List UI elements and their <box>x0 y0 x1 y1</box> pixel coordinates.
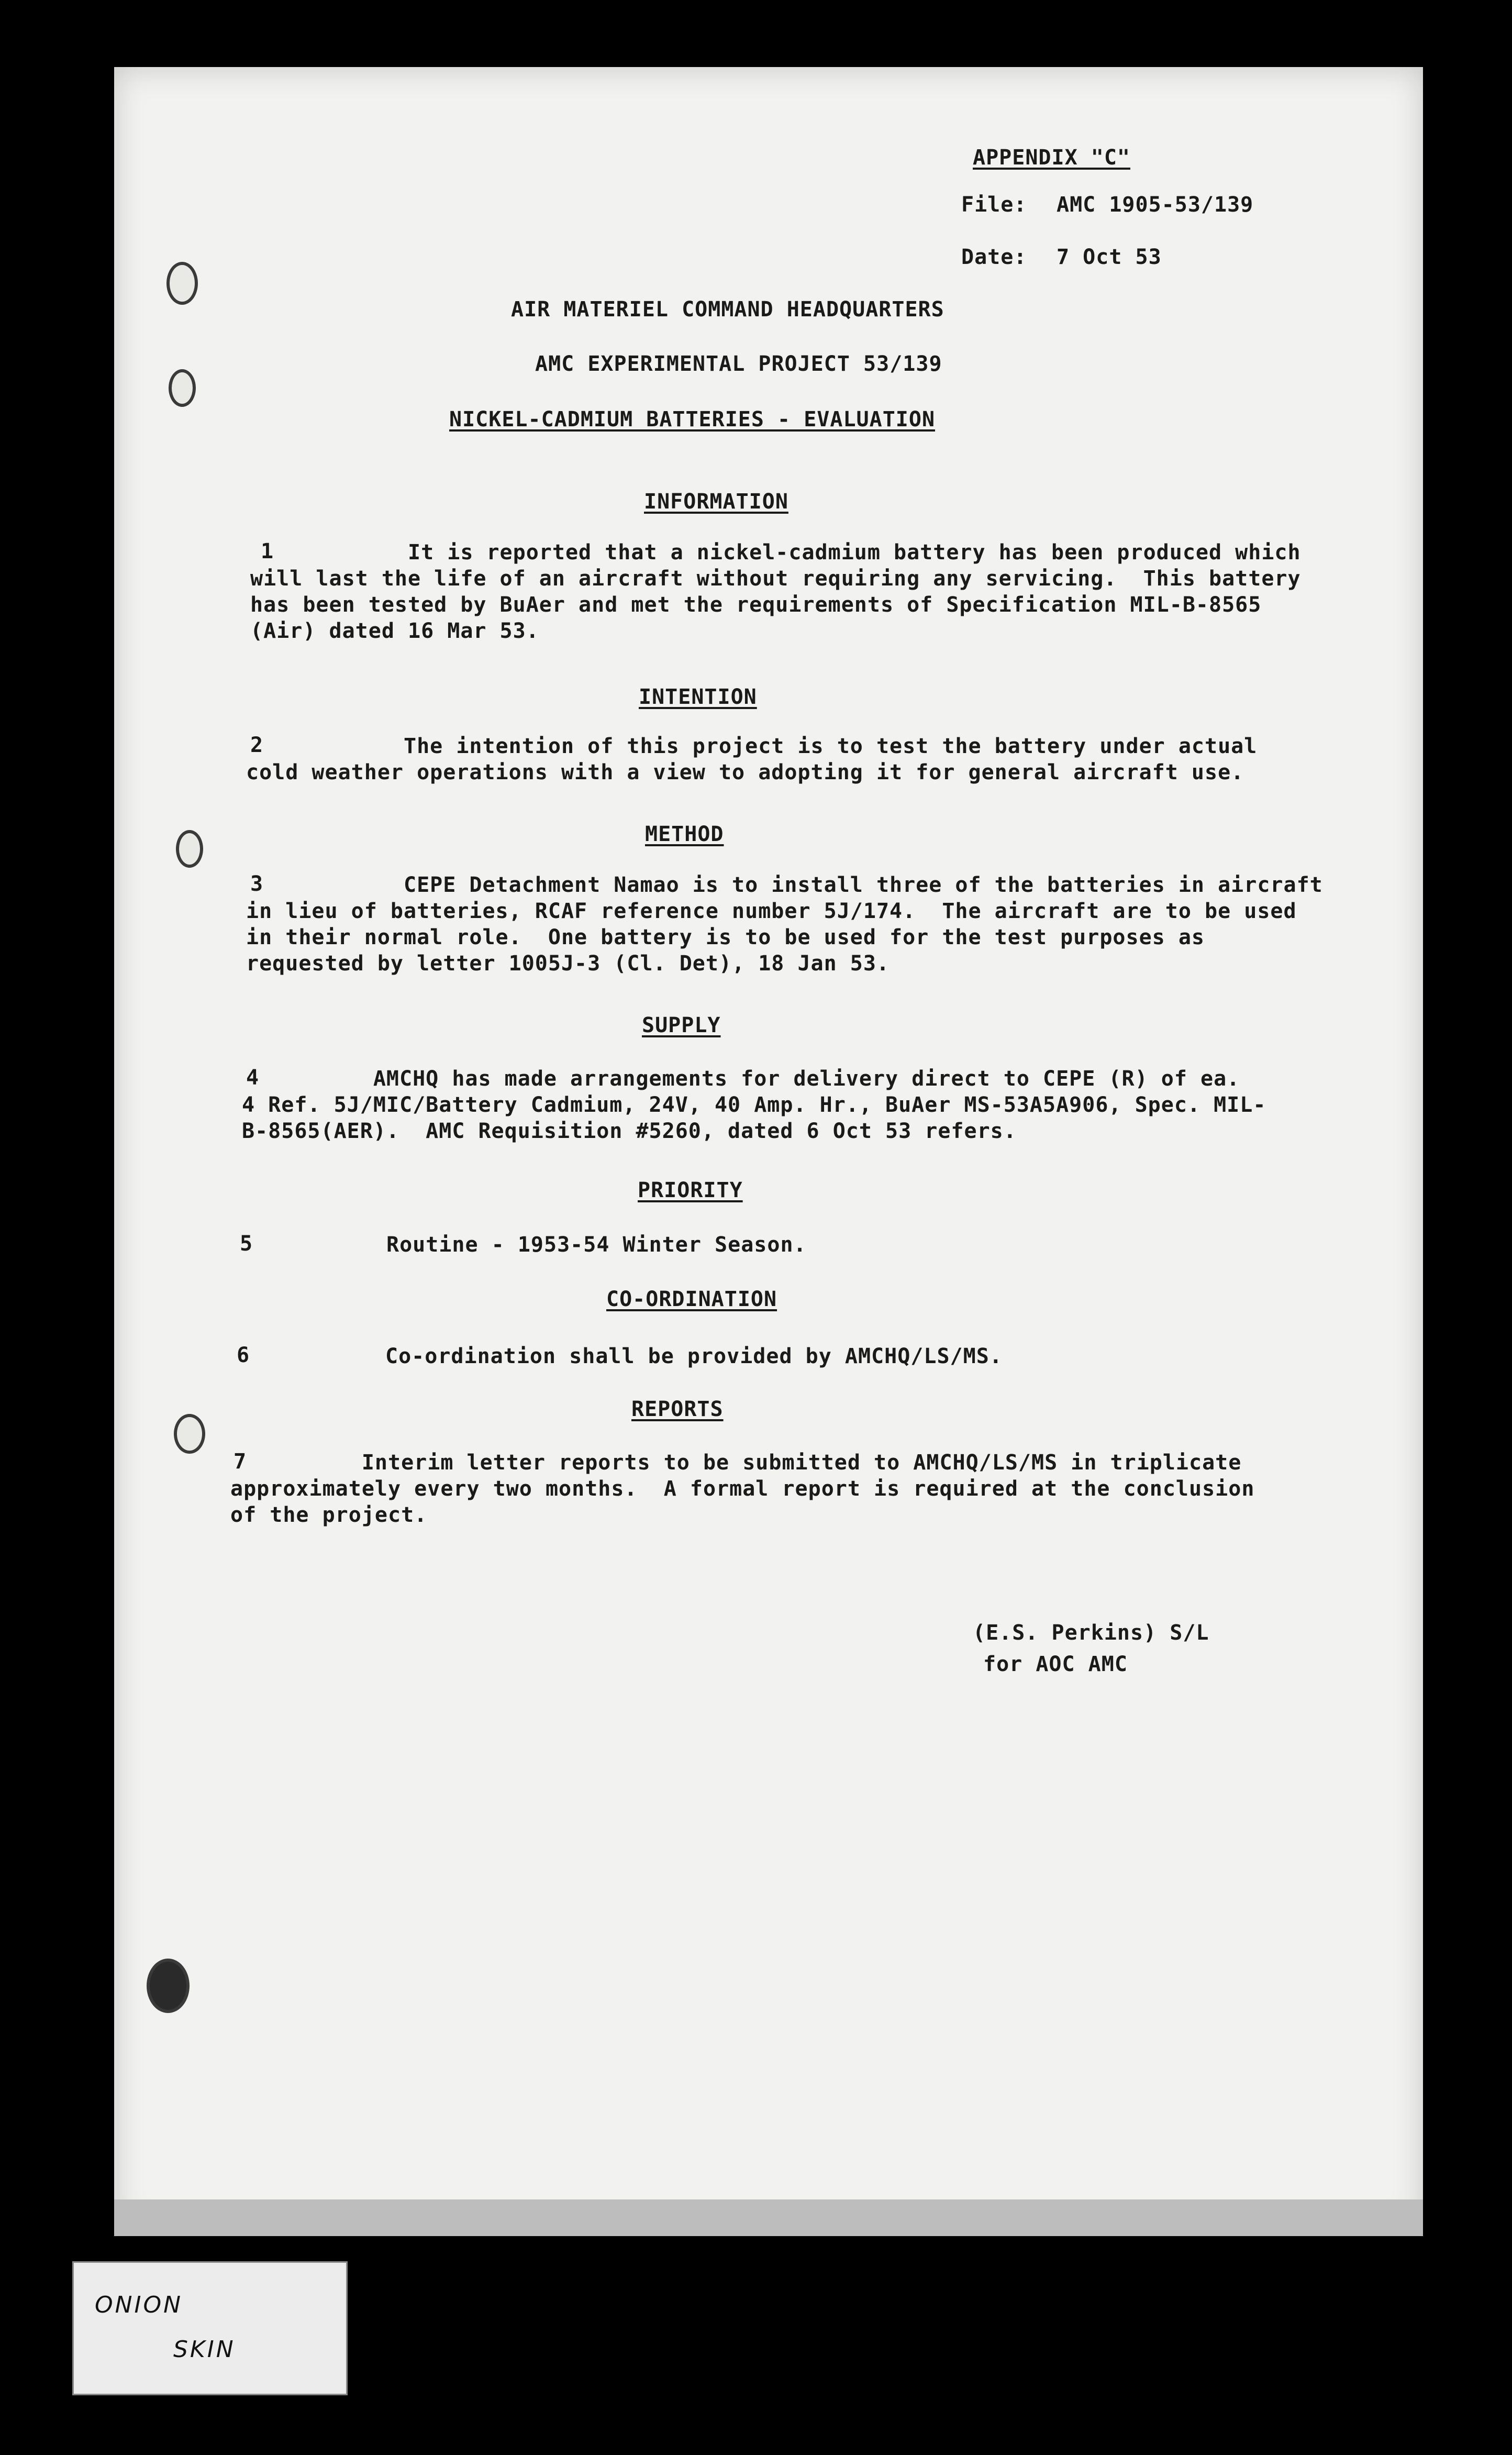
document-page <box>114 67 1423 2230</box>
tag-line-skin: SKIN <box>173 2336 236 2363</box>
punch-hole-3 <box>176 830 203 868</box>
para-method: CEPE Detachment Namao is to install three of the batteries in aircraft in lieu of batteries, RCAF reference number 5J/174. The aircraft are to be used in their normal role. One battery is to be used for the test purposes as requested by letter 1005J-3 (Cl. Det), 18 Jan 53. <box>246 873 1323 976</box>
heading-information: INFORMATION <box>644 490 788 514</box>
title-subject: NICKEL-CADMIUM BATTERIES - EVALUATION <box>449 407 936 432</box>
heading-priority: PRIORITY <box>638 1178 743 1202</box>
punch-hole-5 <box>147 1959 190 2013</box>
para-number-5: 5 <box>240 1232 253 1256</box>
para-number-6: 6 <box>237 1343 250 1367</box>
appendix-label: APPENDIX "C" <box>973 146 1130 170</box>
heading-intention: INTENTION <box>639 685 757 709</box>
signature-name: (E.S. Perkins) S/L <box>973 1621 1209 1645</box>
page-bottom-edge <box>114 2199 1423 2236</box>
punch-hole-2 <box>169 369 196 407</box>
para-number-4: 4 <box>246 1066 260 1090</box>
title-project: AMC EXPERIMENTAL PROJECT 53/139 <box>535 352 942 376</box>
onion-skin-tag <box>72 2261 348 2395</box>
para-number-3: 3 <box>250 872 264 896</box>
tag-line-onion: ONION <box>95 2292 183 2318</box>
para-intention: The intention of this project is to test the battery under actual cold weather operations with a view to adopting it for general aircraft use. <box>246 734 1258 784</box>
file-number: AMC 1905-53/139 <box>1057 193 1254 217</box>
signature-title: for AOC AMC <box>983 1652 1128 1676</box>
file-label: File: <box>961 193 1027 217</box>
date-label: Date: <box>961 245 1027 269</box>
heading-supply: SUPPLY <box>642 1013 721 1037</box>
punch-hole-1 <box>166 262 198 305</box>
heading-method: METHOD <box>645 822 724 846</box>
para-information: It is reported that a nickel-cadmium battery has been produced which will last the life of an aircraft without requiring any servicing. This battery has been tested by BuAer and met the requirements of Specification MIL-B-8565 (Air) dated 16 Mar 53. <box>250 540 1301 643</box>
punch-hole-4 <box>174 1414 205 1454</box>
heading-reports: REPORTS <box>631 1397 724 1421</box>
para-coordination: Co-ordination shall be provided by AMCHQ/LS/MS. <box>385 1344 1003 1368</box>
para-supply: AMCHQ has made arrangements for delivery direct to CEPE (R) of ea. 4 Ref. 5J/MIC/Battery Cadmium, 24V, 40 Amp. Hr., BuAer MS-53A5A906, Spec. MIL- B-8565(AER). AMC Requisition #5260, dated 6 Oct 53 refers. <box>242 1067 1266 1143</box>
date-value: 7 Oct 53 <box>1057 245 1162 269</box>
para-number-2: 2 <box>250 733 264 757</box>
heading-coordination: CO-ORDINATION <box>606 1287 777 1311</box>
para-number-7: 7 <box>234 1450 247 1474</box>
para-number-1: 1 <box>261 539 274 563</box>
para-priority: Routine - 1953-54 Winter Season. <box>386 1233 807 1257</box>
para-reports: Interim letter reports to be submitted to AMCHQ/LS/MS in triplicate approximately every two months. A formal report is required at the conclusion of the project. <box>230 1451 1255 1527</box>
title-command: AIR MATERIEL COMMAND HEADQUARTERS <box>511 297 944 322</box>
